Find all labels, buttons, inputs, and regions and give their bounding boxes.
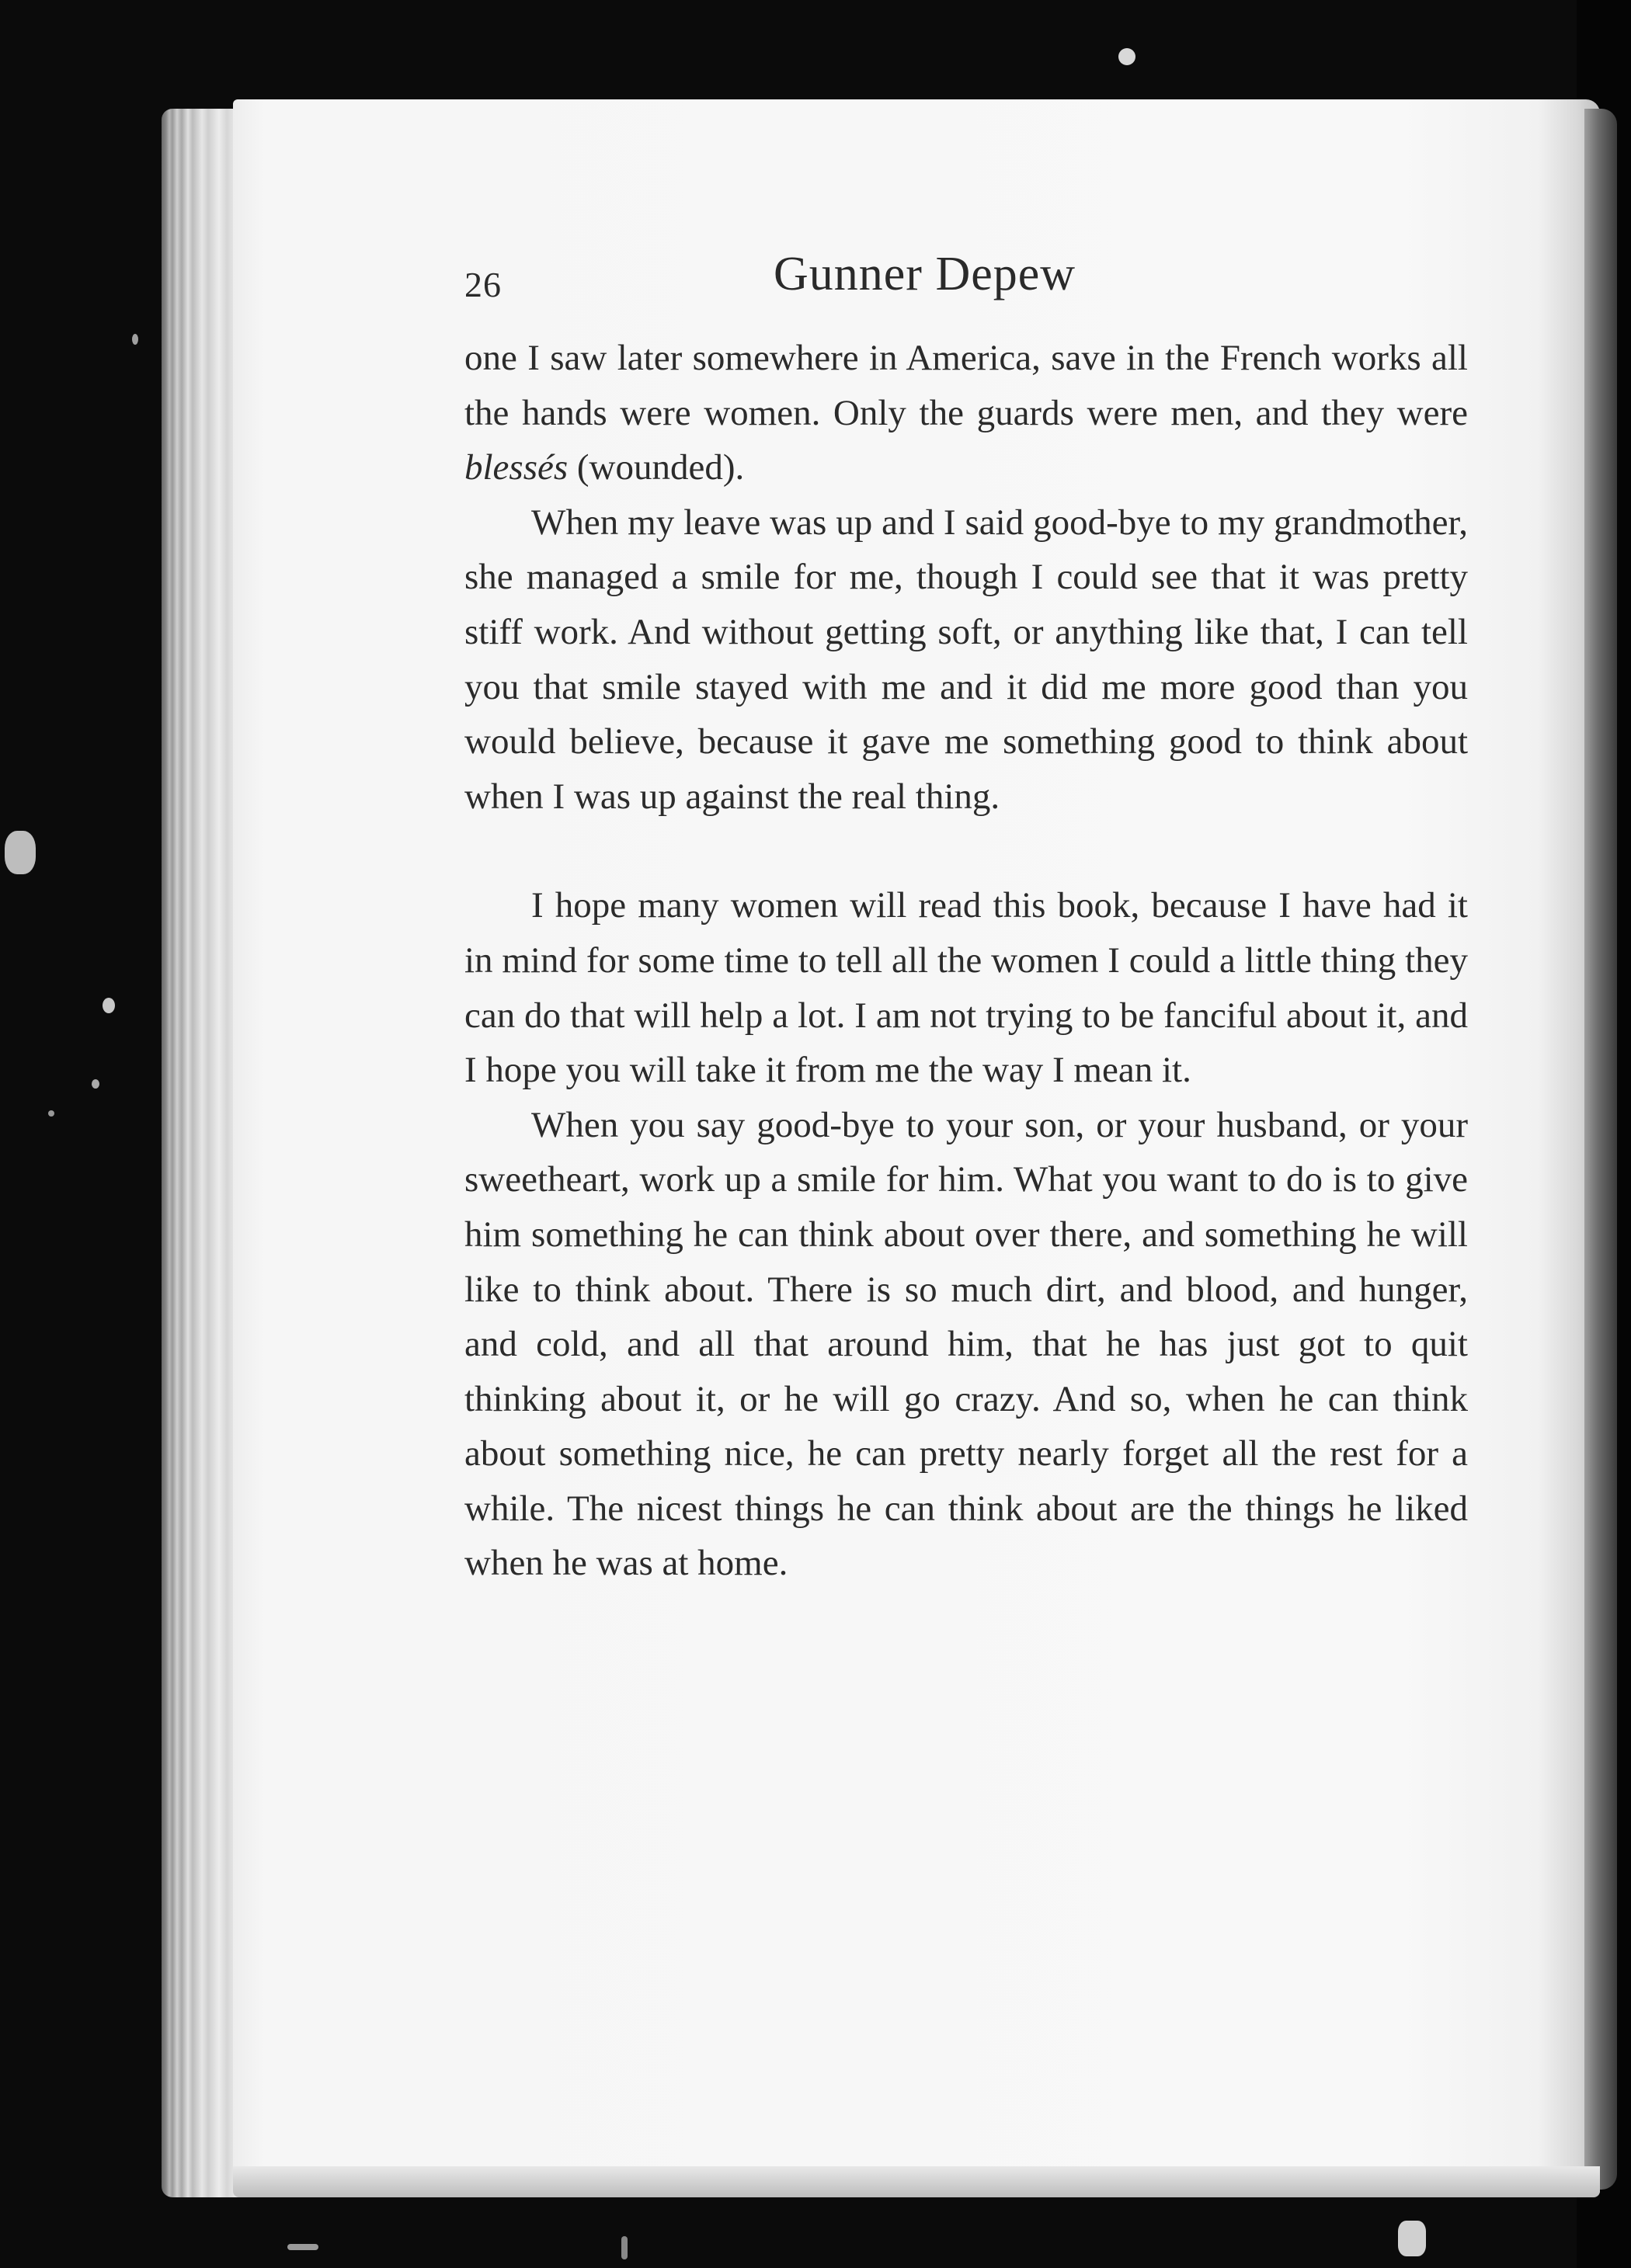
page-bottom-edge xyxy=(233,2166,1600,2197)
paragraph-text: one I saw later somewhere in America, save in the French works all the hands were women. Only the guards were men, and they were xyxy=(464,338,1468,433)
book-title: Gunner Depew xyxy=(774,248,1076,300)
scan-speck xyxy=(1118,48,1135,65)
scan-speck xyxy=(1398,2221,1426,2256)
scan-speck xyxy=(287,2244,318,2250)
paragraph-text: (wounded). xyxy=(568,447,745,488)
scan-speck xyxy=(132,334,138,345)
paragraph: When you say good-bye to your son, or your husband, or your sweetheart, work up a smile for him. What you want to do is to give him something he can think about over there, and something he will like to think about. There is so much dirt, and blood, and hunger, and cold, and all that around him, that he has just got to quit thinking about it, or he will go crazy. And so, when he can think about something nice, he can pretty nearly forget all the rest for a while. The nicest things he can think about are the things he liked when he was at home. xyxy=(464,1104,1468,1584)
paragraph: When my leave was up and I said good-bye to my grandmother, she managed a smile for me, though I could see that it was pretty stiff work. And without getting soft, or anything like that, I can tell you that smile stayed with me and it did me more good than you would believe, because it gave me something good to think about when I was up against the real thing. xyxy=(464,502,1468,817)
page-number: 26 xyxy=(464,265,502,304)
running-head xyxy=(464,247,1474,317)
italic-term: blessés xyxy=(464,447,569,488)
paragraph-continued xyxy=(464,331,1468,495)
scan-speck xyxy=(92,1079,99,1089)
body-text xyxy=(464,331,1468,1591)
scan-speck xyxy=(5,831,36,874)
paragraph: I hope many women will read this book, because I have had it in mind for some time to tell all the women I could a little thing they can do that will help a lot. I am not trying to be fanciful about it, and I hope you will take it from me the way I mean it. xyxy=(464,885,1468,1091)
scan-speck xyxy=(103,998,115,1013)
scan-speck xyxy=(621,2236,628,2259)
scan-speck xyxy=(48,1110,54,1117)
page-curl-shadow xyxy=(1584,109,1617,2190)
